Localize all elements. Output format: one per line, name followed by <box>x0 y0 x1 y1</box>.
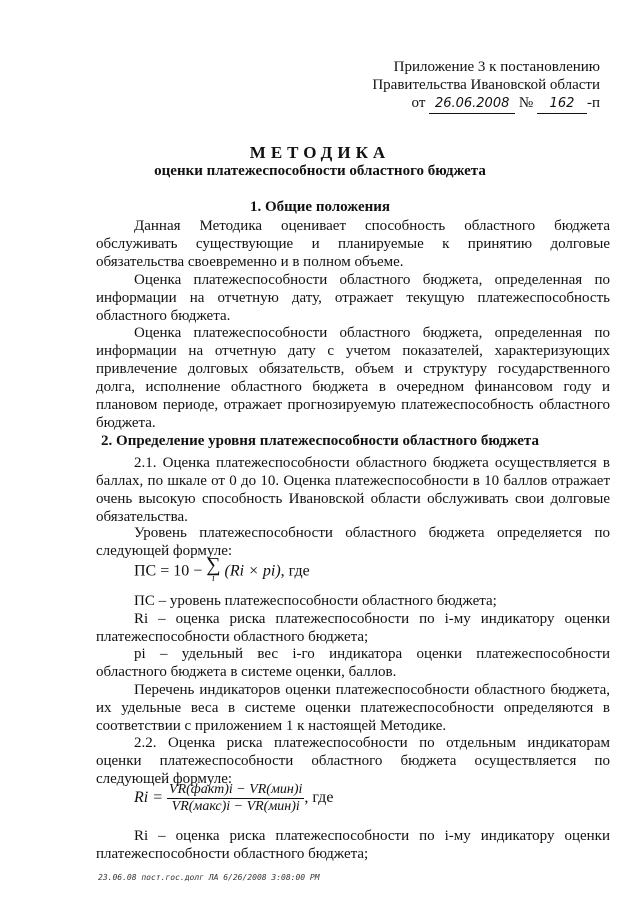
definition-ri-2: Ri – оценка риска платежеспособности по i-му индикатору оценки платежеспособности областного бюджета; <box>96 828 610 862</box>
section-1-paragraph-1: Данная Методика оценивает способность областного бюджета обслуживать существующие и планируемые к принятию долговые обязательства своевременно и в полном объеме. <box>96 218 610 270</box>
document-header <box>372 58 600 114</box>
formula-2-lhs: Ri = <box>134 789 164 807</box>
section-1-paragraph-3: Оценка платежеспособности областного бюджета, определенная по информации на отчетную дату с учетом показателей, характеризующих привлечение долговых обязательств, объем и структуру государственного долга, исполнение областного бюджета в очередном финансовом году и плановом периоде, отражает прогнозируемую платежеспособность областного бюджета. <box>96 325 610 431</box>
sum-index: i <box>212 573 215 584</box>
formula-2-tail: , где <box>304 789 334 807</box>
formula-2-denominator: VR(макс)i − VR(мин)i <box>171 799 300 814</box>
section-2-paragraph-4: 2.2. Оценка риска платежеспособности по отдельным индикаторам оценки платежеспособности областного бюджета осуществляется по следующей формуле: <box>96 735 610 787</box>
header-from: от <box>411 95 426 111</box>
section-2-paragraph-1: 2.1. Оценка платежеспособности областного бюджета осуществляется в баллах, по шкале от 0 до 10. Оценка платежеспособности в 10 баллов отражает очень высокую способность Ивановской области обслуживать свои долговые обязательства. <box>96 455 610 525</box>
formula-2-fraction <box>167 782 304 815</box>
definition-pi: pi – удельный вес i-го индикатора оценки платежеспособности областного бюджета в системе оценки, баллов. <box>96 646 610 680</box>
header-line-2: Правительства Ивановской области <box>372 77 600 93</box>
header-line-1: Приложение 3 к постановлению <box>393 59 600 75</box>
formula-risk <box>134 782 333 815</box>
section-1-heading: 1. Общие положения <box>249 199 391 215</box>
definition-ps: ПС – уровень платежеспособности областного бюджета; <box>134 593 497 609</box>
document-title: МЕТОДИКА <box>249 143 391 162</box>
print-footer: 23.06.08 пост.гос.долг ЛА 6/26/2008 3:08:00 PM <box>98 873 320 882</box>
definition-ri: Ri – оценка риска платежеспособности по i-му индикатору оценки платежеспособности областного бюджета; <box>96 611 610 645</box>
sum-sign: ∑ <box>206 554 221 576</box>
formula-2-numerator: VR(факт)i − VR(мин)i <box>169 782 303 797</box>
section-2-paragraph-3: Перечень индикаторов оценки платежеспособности областного бюджета, их удельные веса в системе оценки платежеспособности определяются в соответствии с приложением 1 к настоящей Методике. <box>96 682 610 734</box>
formula-solvency <box>134 554 310 586</box>
formula-1-body: (Ri × pi) <box>224 562 281 580</box>
formula-1-lhs: ПС = 10 − <box>134 562 203 580</box>
section-1-paragraph-2: Оценка платежеспособности областного бюджета, определенная по информации на отчетную дату, отражает текущую платежеспособность областного бюджета. <box>96 272 610 324</box>
handwritten-number: 162 <box>537 95 587 114</box>
header-line-3 <box>372 94 600 114</box>
header-num-label: № <box>518 95 534 111</box>
section-2-paragraph-2: Уровень платежеспособности областного бюджета определяется по следующей формуле: <box>96 525 610 559</box>
handwritten-date: 26.06.2008 <box>429 95 515 114</box>
document-subtitle: оценки платежеспособности областного бюджета <box>154 163 486 179</box>
section-2-heading: 2. Определение уровня платежеспособности областного бюджета <box>101 433 539 449</box>
formula-1-tail: , где <box>280 562 310 580</box>
header-suffix: -п <box>586 95 600 111</box>
